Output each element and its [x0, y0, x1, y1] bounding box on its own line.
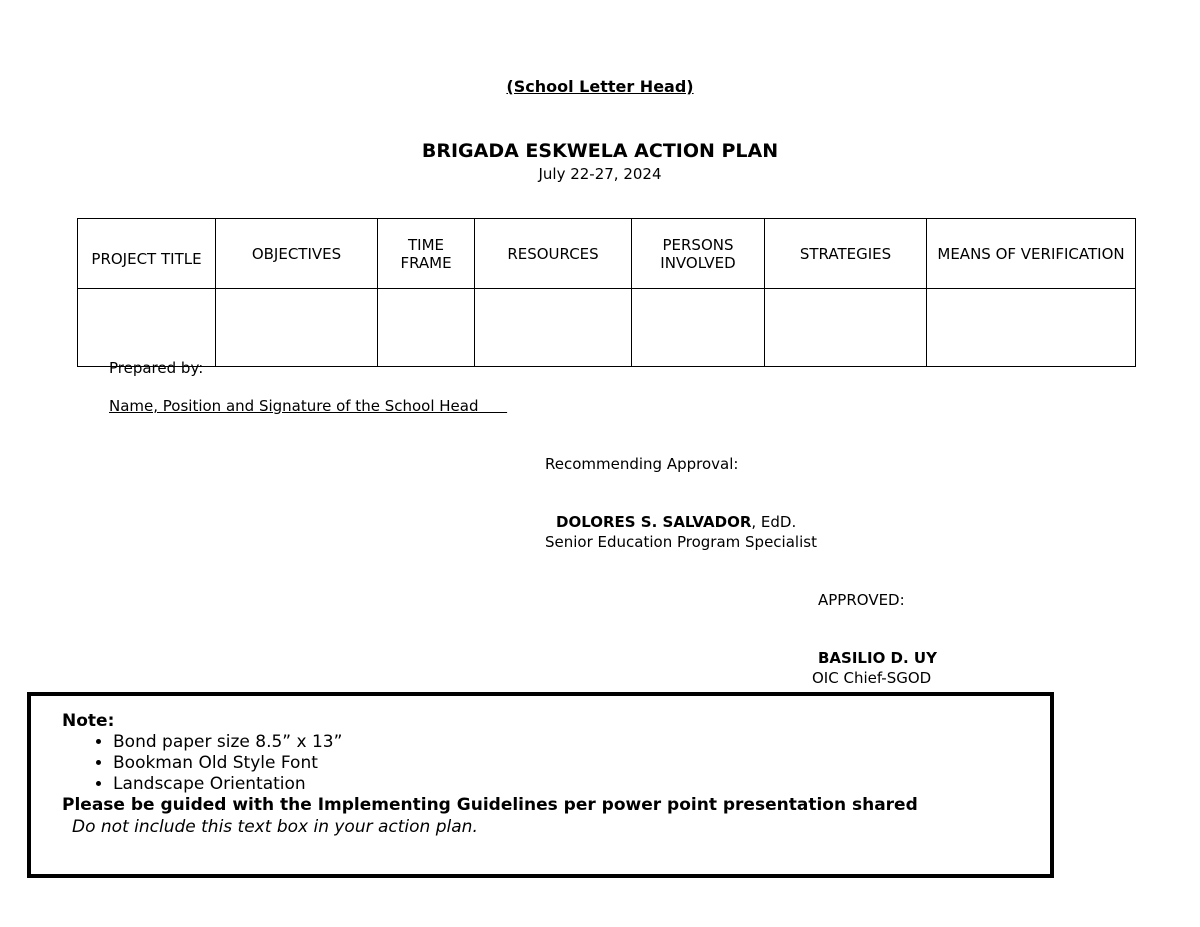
table-cell-resources	[475, 289, 632, 367]
approved-position: OIC Chief-SGOD	[812, 669, 932, 687]
note-guidelines-text: Please be guided with the Implementing Guidelines per power point presentation shared	[62, 795, 918, 815]
document-date: July 22-27, 2024	[538, 165, 662, 183]
recommending-approval-label: Recommending Approval:	[545, 455, 739, 473]
table-cell-means-of-verification	[927, 289, 1136, 367]
approved-label: APPROVED:	[818, 591, 905, 609]
recommending-signatory	[556, 513, 796, 531]
note-list	[87, 732, 342, 795]
document-title: BRIGADA ESKWELA ACTION PLAN	[421, 140, 779, 162]
note-exclusion-text: Do not include this text box in your action plan.	[72, 817, 478, 837]
column-header-project-title: PROJECT TITLE	[78, 219, 216, 289]
column-header-means-of-verification: MEANS OF VERIFICATION	[927, 219, 1136, 289]
column-header-strategies: STRATEGIES	[765, 219, 927, 289]
table-header-row	[78, 219, 1136, 289]
action-plan-table	[77, 218, 1136, 367]
approved-name: BASILIO D. UY	[818, 649, 937, 667]
list-item: • Landscape Orientation	[113, 774, 342, 795]
note-label: Note:	[62, 711, 115, 731]
recommending-position: Senior Education Program Specialist	[545, 533, 817, 551]
table-cell-strategies	[765, 289, 927, 367]
letterhead-placeholder: (School Letter Head)	[506, 77, 694, 96]
table-cell-project-title	[78, 289, 216, 367]
table-row	[78, 289, 1136, 367]
prepared-by-name-line: Name, Position and Signature of the School Head	[109, 397, 508, 415]
recommending-name: DOLORES S. SALVADOR	[556, 513, 752, 531]
table-cell-objectives	[216, 289, 378, 367]
table-cell-persons-involved	[632, 289, 765, 367]
list-item: • Bookman Old Style Font	[113, 753, 342, 774]
note-text-box	[27, 692, 1054, 878]
column-header-objectives: OBJECTIVES	[216, 219, 378, 289]
table-cell-time-frame	[378, 289, 475, 367]
column-header-persons-involved: PERSONS INVOLVED	[632, 219, 765, 289]
recommending-suffix: , EdD.	[751, 513, 797, 531]
prepared-by-label: Prepared by:	[109, 359, 204, 377]
column-header-resources: RESOURCES	[475, 219, 632, 289]
column-header-time-frame: TIME FRAME	[378, 219, 475, 289]
list-item: • Bond paper size 8.5” x 13”	[113, 732, 342, 753]
